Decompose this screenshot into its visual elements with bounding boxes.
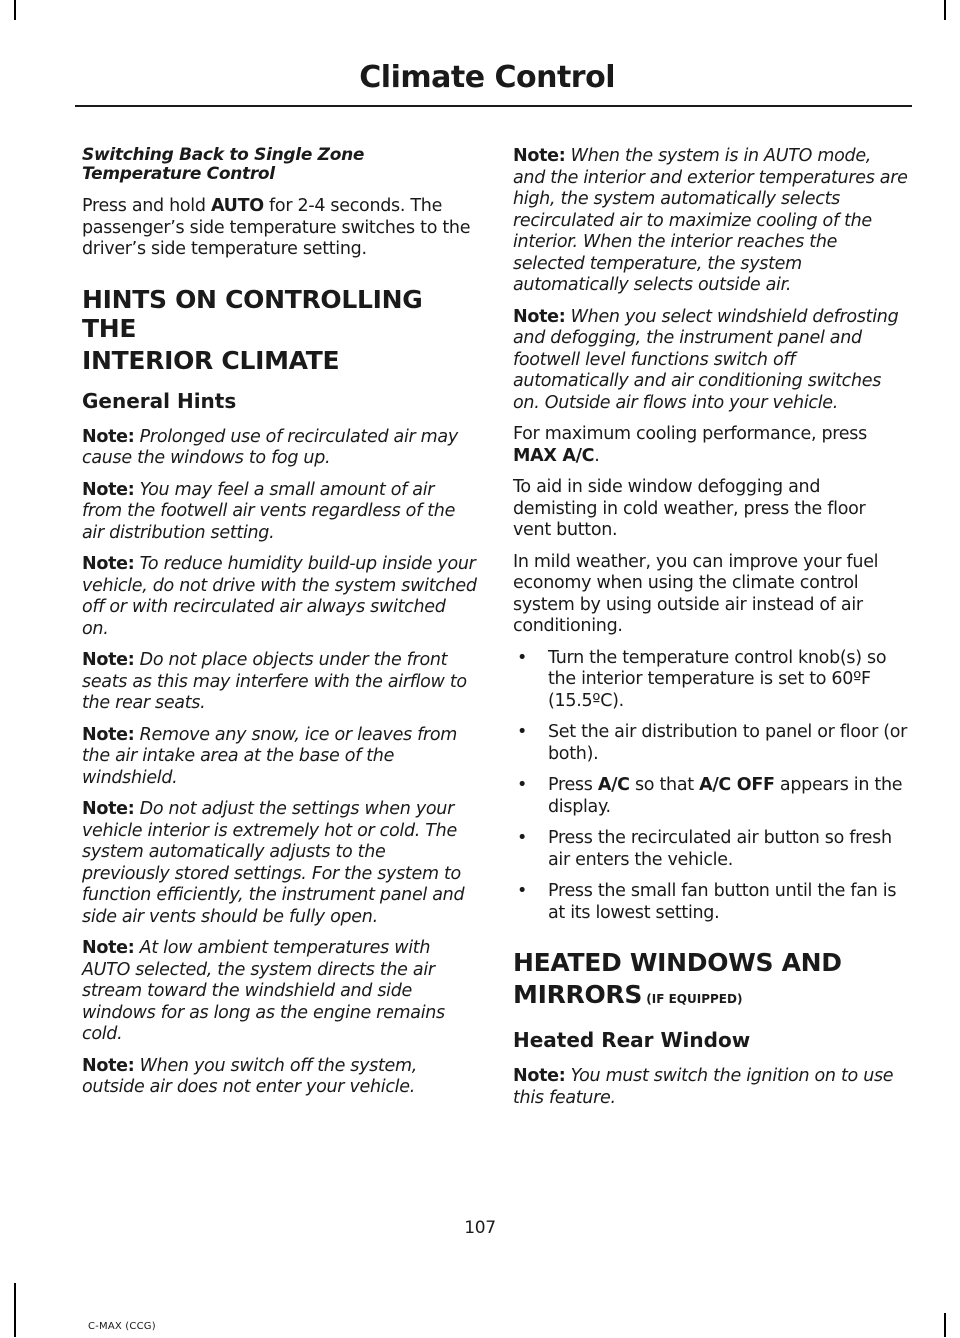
list-item: • Press the small fan button until the fan is at its lowest setting. — [517, 881, 897, 923]
right-column — [513, 146, 908, 1119]
defog-paragraph: To aid in side window defogging and demisting in cold weather, press the floor vent button. — [513, 477, 866, 540]
if-equipped-label: (IF EQUIPPED) — [642, 992, 743, 1006]
ac-off-display-label: A/C OFF — [699, 775, 775, 795]
list-item: • Set the air distribution to panel or floor (or both). — [517, 722, 908, 764]
fuel-economy-list — [513, 648, 908, 925]
max-cooling-paragraph: For maximum cooling performance, press MAX A/C. — [513, 424, 867, 466]
crop-mark-bottom-right — [944, 1313, 946, 1337]
note: Note: To reduce humidity build-up inside your vehicle, do not drive with the system switched off or with recirculated air always switched on. — [82, 554, 477, 639]
list-item: • Turn the temperature control knob(s) so the interior temperature is set to 60ºF (15.5ºC). — [517, 647, 887, 711]
auto-button-label: AUTO — [210, 196, 264, 216]
note: Note: You may feel a small amount of air from the footwell air vents regardless of the air distribution setting. — [82, 479, 456, 543]
note: Note: Do not place objects under the front seats as this may interfere with the airflow to the rear seats. — [82, 650, 467, 713]
crop-mark-top-right — [944, 0, 946, 20]
bullet-icon: • — [517, 722, 528, 742]
section-heading-hints: HINTS ON CONTROLLING THE INTERIOR CLIMATE — [82, 284, 423, 375]
subsection-general-hints: General Hints — [82, 388, 237, 413]
bullet-icon: • — [517, 881, 528, 901]
crop-mark-bottom-left — [14, 1283, 16, 1337]
subsection-heated-rear-window: Heated Rear Window — [513, 1028, 751, 1052]
bullet-icon: • — [517, 647, 528, 668]
note: Note: When you switch off the system, outside air does not enter your vehicle. — [82, 1055, 418, 1097]
ac-button-label: A/C — [597, 775, 630, 795]
note: Note: Do not adjust the settings when your vehicle interior is extremely hot or cold. The system automatically adjusts to the previously stored settings. For the system to function efficiently, the instrument panel and side air vents should be fully open. — [82, 799, 465, 927]
crop-mark-top-left — [14, 0, 16, 20]
press-hold-paragraph: Press and hold AUTO for 2-4 seconds. The passenger’s side temperature switches to the driver’s side temperature setting. — [82, 196, 471, 259]
left-column — [82, 146, 477, 1109]
note: Note: Remove any snow, ice or leaves from the air intake area at the base of the windshield. — [82, 724, 458, 788]
note: Note: At low ambient temperatures with AUTO selected, the system directs the air stream toward the windshield and side windows for as long as the engine remains cold. — [82, 938, 445, 1044]
bullet-icon: • — [517, 828, 528, 848]
header-divider — [75, 105, 912, 107]
fuel-economy-paragraph: In mild weather, you can improve your fuel economy when using the climate control system by using outside air instead of air conditioning. — [513, 551, 879, 636]
max-ac-button-label: MAX A/C — [513, 445, 595, 466]
bullet-icon: • — [517, 775, 528, 795]
note: Note: When you select windshield defrosting and defogging, the instrument panel and footwell level functions switch off automatically and air conditioning switches on. Outside air flows into your vehicle. — [513, 306, 899, 413]
footer-model: C-MAX (CCG) — [88, 1321, 156, 1332]
section-heading-heated-windows: HEATED WINDOWS AND MIRRORS (IF EQUIPPED) — [513, 948, 842, 1009]
list-item: • Press the recirculated air button so fresh air enters the vehicle. — [517, 828, 892, 870]
list-item: • Press A/C so that A/C OFF appears in the display. — [517, 775, 903, 817]
page-number: 107 — [464, 1218, 496, 1238]
page-title: Climate Control — [359, 60, 615, 95]
subhead-single-zone: Switching Back to Single Zone Temperature Control — [82, 145, 365, 184]
note: Note: You must switch the ignition on to use this feature. — [513, 1066, 894, 1108]
note: Note: When the system is in AUTO mode, and the interior and exterior temperatures are high, the system automatically selects recirculated air to maximize cooling of the interior. When the interior reaches the selected temperature, the system automatically selects outside air. — [513, 146, 908, 295]
note: Note: Prolonged use of recirculated air may cause the windows to fog up. — [82, 426, 458, 468]
